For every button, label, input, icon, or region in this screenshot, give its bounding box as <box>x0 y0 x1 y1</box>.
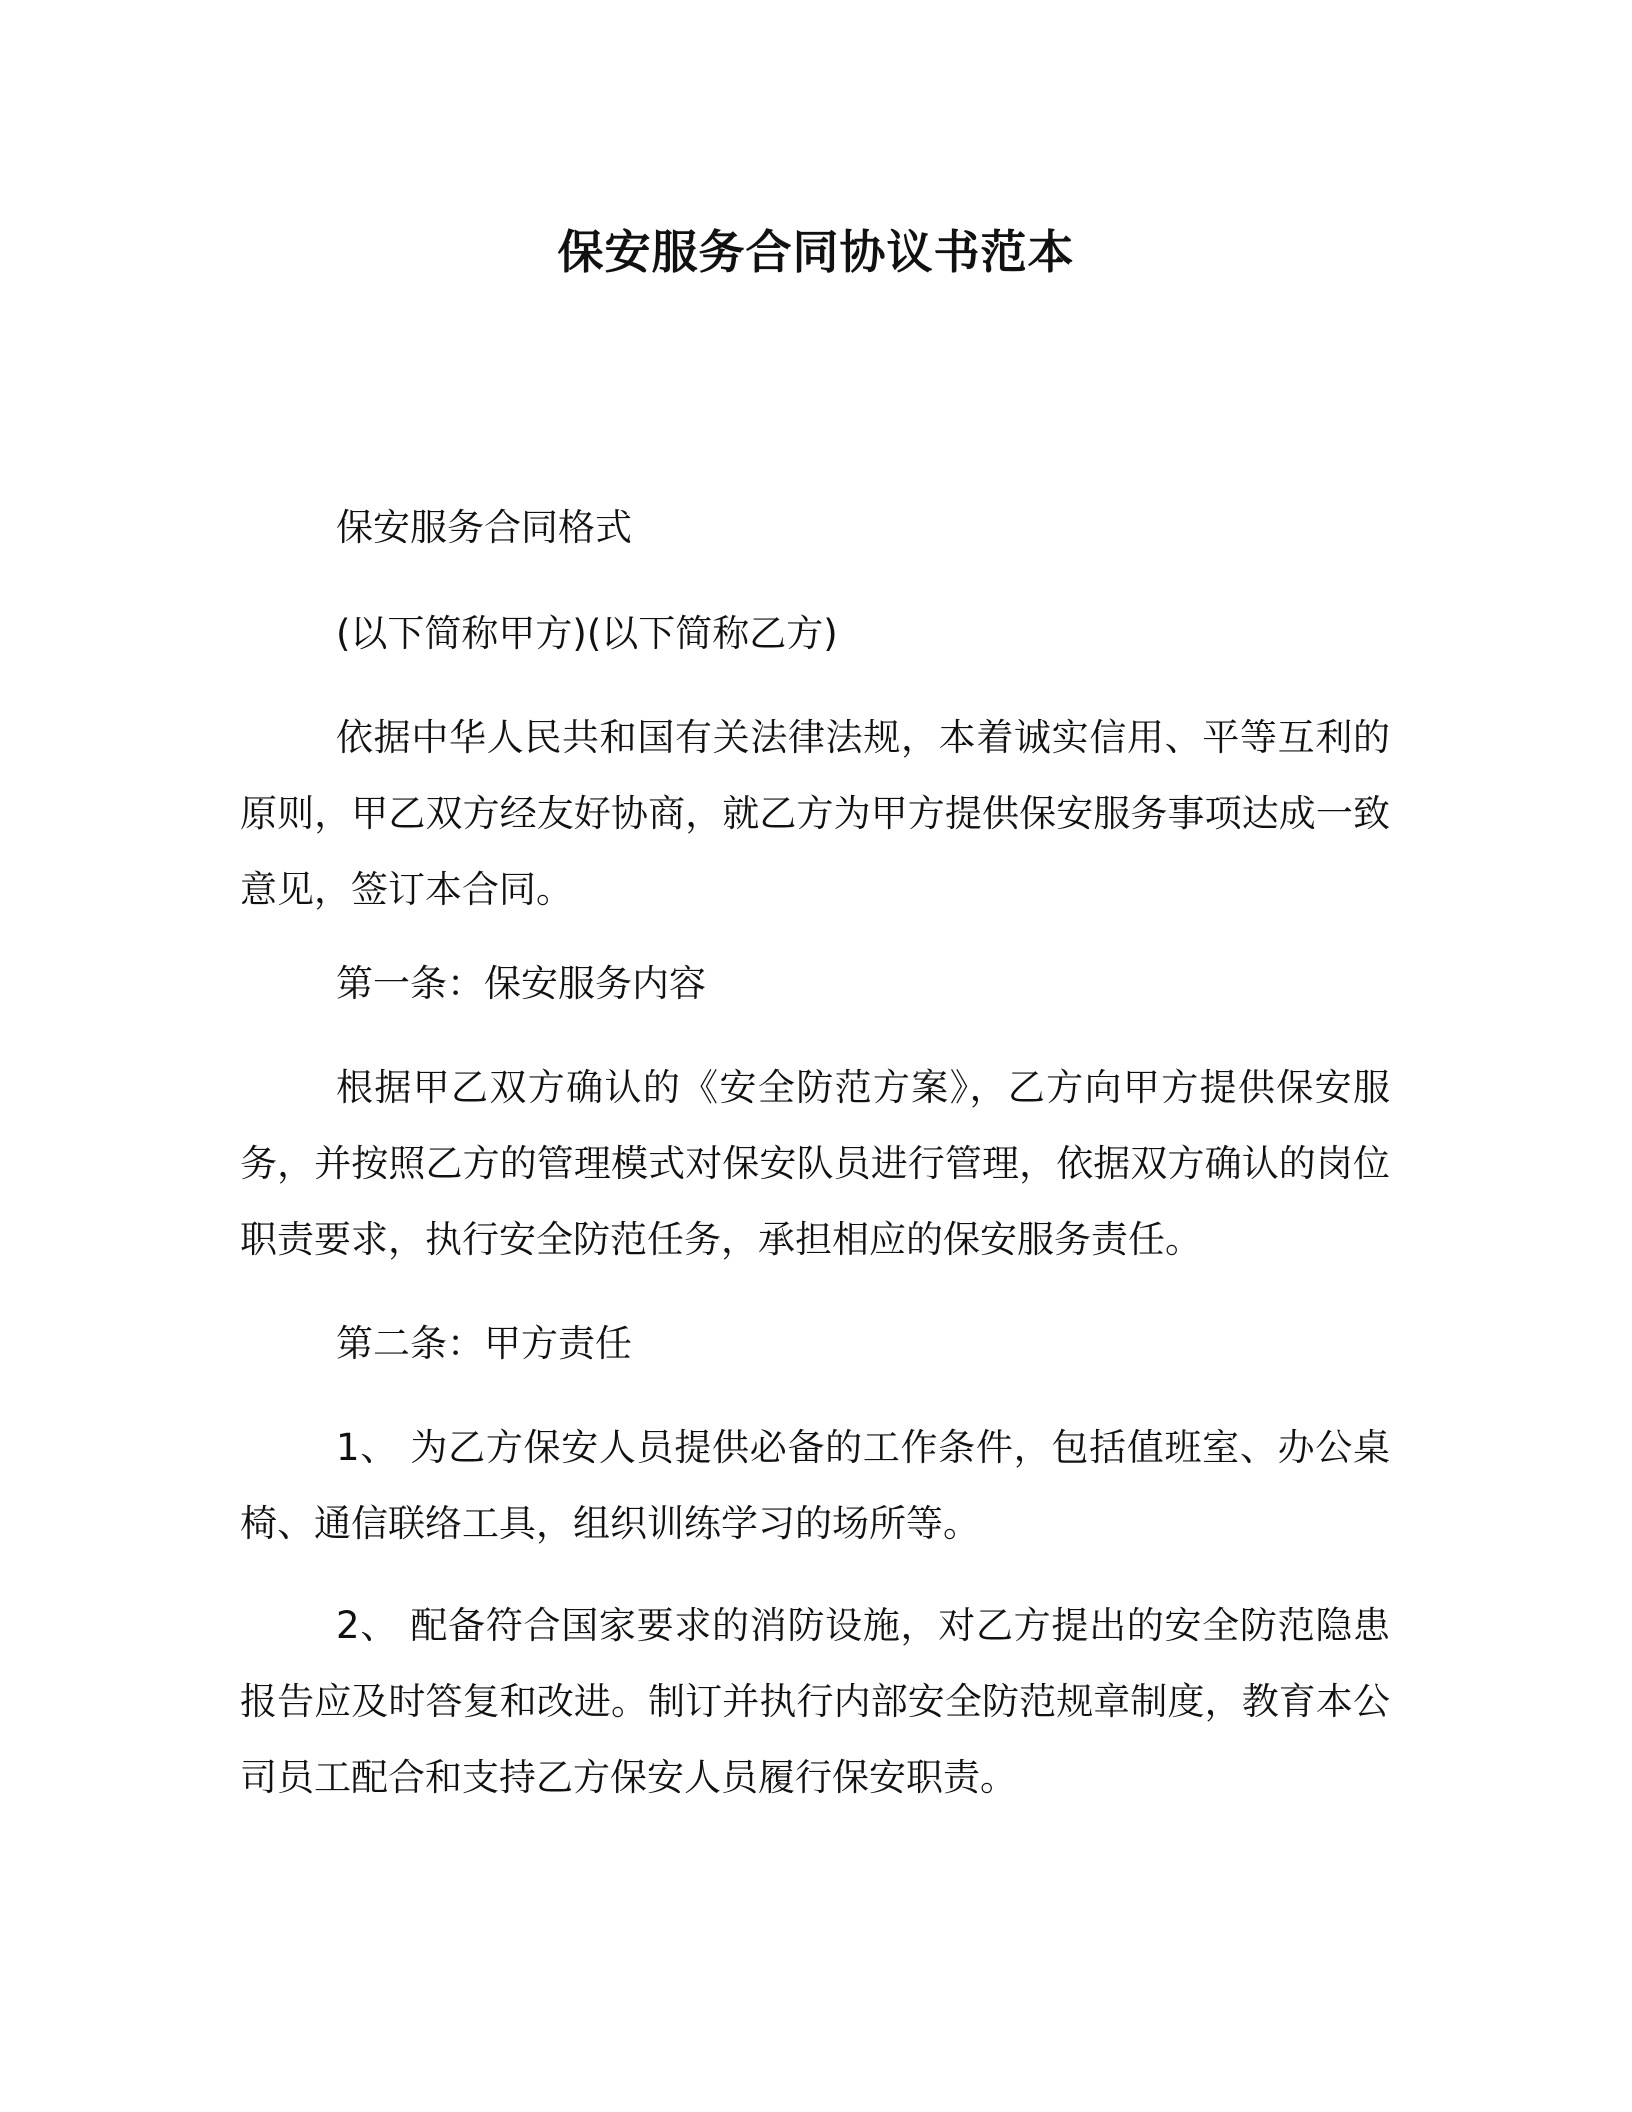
article-2-heading: 第二条：甲方责任 <box>336 1322 632 1365</box>
paragraph-preamble: 依据中华人民共和国有关法律法规，本着诚实信用、平等互利的原则，甲乙双方经友好协商，就乙方为甲方提供保安服务事项达成一致意见，签订本合同。 <box>240 716 1390 911</box>
paragraph-party-names: (以下简称甲方)(以下简称乙方) <box>336 612 838 655</box>
document-title: 保安服务合同协议书范本 <box>557 225 1075 279</box>
article-1-heading: 第一条：保安服务内容 <box>336 962 706 1005</box>
article-2-item-2: 2、 配备符合国家要求的消防设施，对乙方提出的安全防范隐患报告应及时答复和改进。制订并执行内部安全防范规章制度，教育本公司员工配合和支持乙方保安人员履行保安职责。 <box>240 1604 1390 1799</box>
article-1-content: 根据甲乙双方确认的《安全防范方案》，乙方向甲方提供保安服务，并按照乙方的管理模式对保安队员进行管理，依据双方确认的岗位职责要求，执行安全防范任务，承担相应的保安服务责任。 <box>240 1066 1390 1261</box>
paragraph-contract-format: 保安服务合同格式 <box>336 506 632 549</box>
article-2-item-1: 1、 为乙方保安人员提供必备的工作条件，包括值班室、办公桌椅、通信联络工具，组织训练学习的场所等。 <box>240 1426 1390 1545</box>
